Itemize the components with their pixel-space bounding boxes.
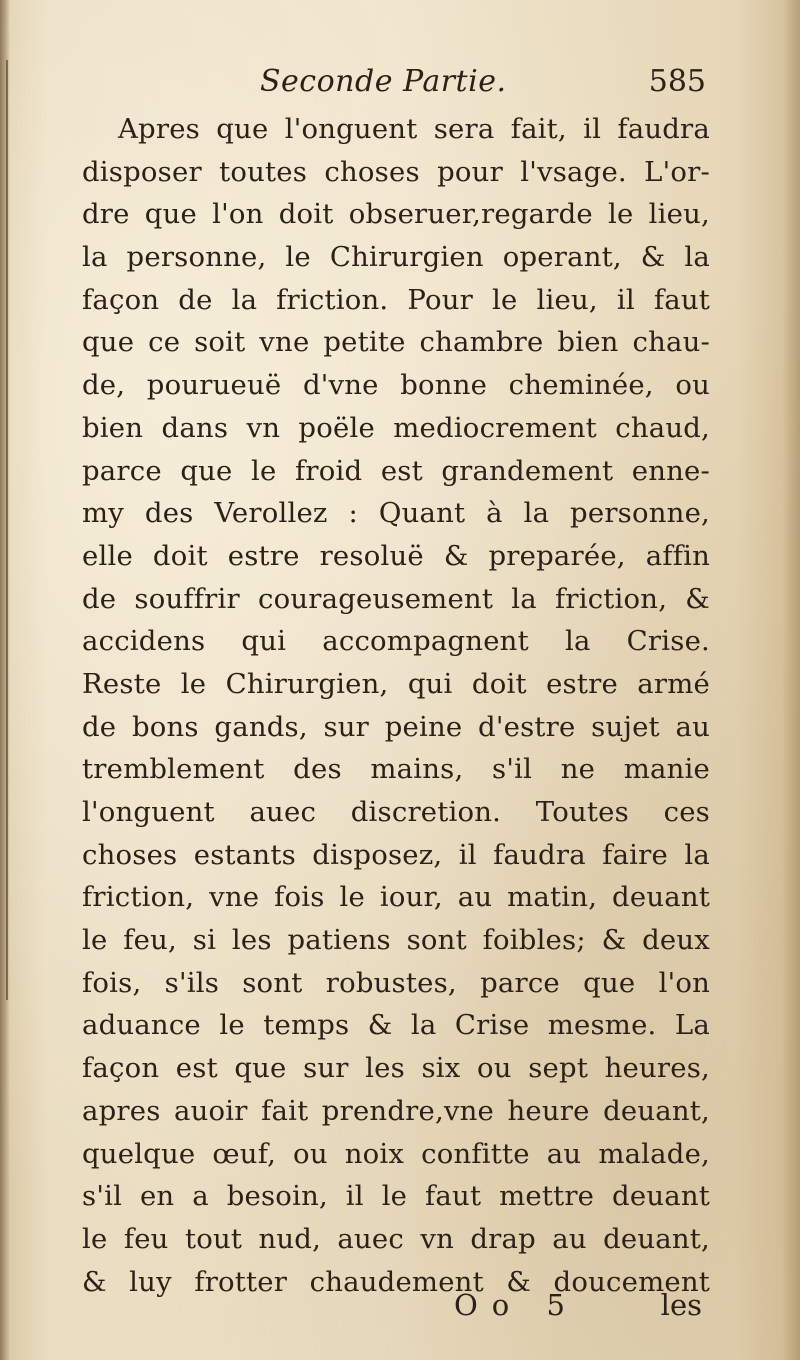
text-line: le feu tout nud, auec vn drap au deuant, — [82, 1222, 710, 1255]
text-line: accidens qui accompagnent la Crise. — [82, 625, 710, 658]
text-line: choses estants disposez, il faudra faire la — [82, 838, 710, 871]
text-line: fois, s'ils sont robustes, parce que l'on — [82, 966, 710, 999]
text-line: friction, vne fois le iour, au matin, deuant — [82, 881, 710, 914]
text-line: aduance le temps & la Crise mesme. La — [82, 1009, 710, 1042]
text-line: que ce soit vne petite chambre bien chau- — [82, 326, 710, 359]
text-line: le feu, si les patiens sont foibles; & deux — [82, 924, 710, 957]
gutter-line — [6, 60, 8, 1000]
running-head: Seconde Partie. — [260, 64, 507, 99]
text-line: de bons gands, sur peine d'estre sujet au — [82, 710, 710, 743]
text-line: disposer toutes choses pour l'vsage. L'or- — [82, 155, 710, 188]
text-line: façon est que sur les six ou sept heures, — [82, 1052, 710, 1085]
gutter-edge — [0, 0, 10, 1360]
text-line: de souffrir courageusement la friction, & — [82, 582, 710, 615]
text-line: Reste le Chirurgien, qui doit estre armé — [82, 667, 710, 700]
text-line: la personne, le Chirurgien operant, & la — [82, 241, 710, 274]
page-header — [90, 60, 710, 110]
text-line: quelque œuf, ou noix confitte au malade, — [82, 1137, 710, 1170]
text-line: tremblement des mains, s'il ne manie — [82, 753, 710, 786]
text-line: apres auoir fait prendre,vne heure deuant, — [82, 1094, 710, 1127]
text-line: my des Verollez : Quant à la personne, — [82, 497, 710, 530]
text-line: parce que le froid est grandement enne- — [82, 454, 710, 487]
text-line: bien dans vn poële mediocrement chaud, — [82, 411, 710, 444]
signature-mark: Oo 5 — [454, 1288, 579, 1322]
text-line: s'il en a besoin, il le faut mettre deuant — [82, 1180, 710, 1213]
text-line: & luy frotter chaudement & doucement — [82, 1265, 710, 1298]
body-text — [82, 108, 710, 1303]
text-line: de, pourueuë d'vne bonne cheminée, ou — [82, 369, 710, 402]
text-line: dre que l'on doit obseruer,regarde le lieu, — [82, 198, 710, 231]
text-line: elle doit estre resoluë & preparée, affin — [82, 539, 710, 572]
page-edge-shadow — [782, 0, 800, 1360]
text-line: façon de la friction. Pour le lieu, il faut — [82, 283, 710, 316]
catchword: les — [660, 1288, 702, 1322]
page-number: 585 — [648, 64, 706, 99]
page-footer — [82, 1288, 710, 1332]
text-line: l'onguent auec discretion. Toutes ces — [82, 796, 710, 828]
text-line: Apres que l'onguent sera fait, il faudra — [118, 113, 710, 145]
